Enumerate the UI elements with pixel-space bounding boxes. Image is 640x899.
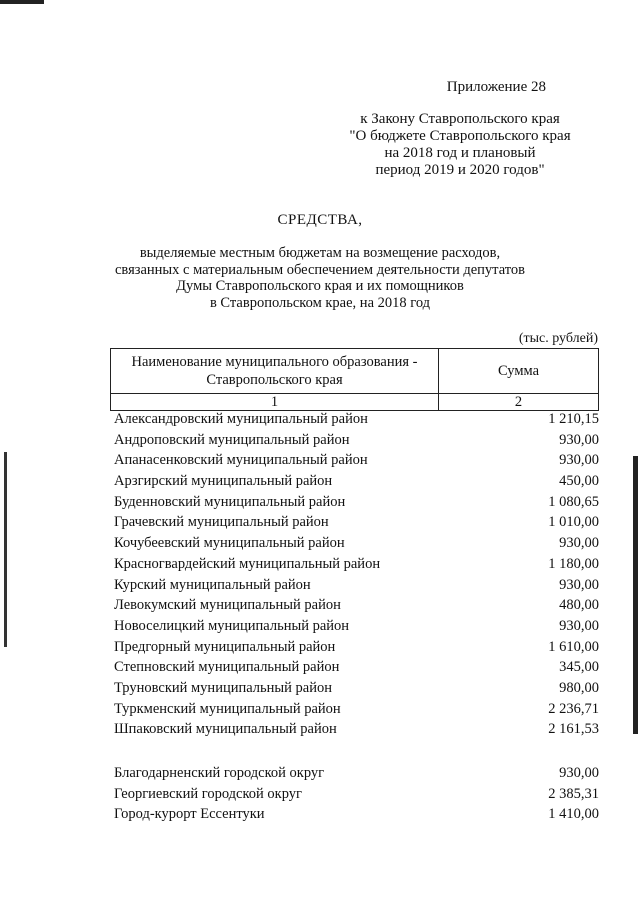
amount-value: 1 010,00 [548, 514, 599, 531]
law-line: период 2019 и 2020 годов" [375, 162, 545, 178]
amount-value: 930,00 [559, 535, 599, 552]
municipality-name: Арзгирский муниципальный район [114, 473, 333, 490]
municipality-name: Андроповский муниципальный район [114, 431, 350, 448]
table-body [114, 409, 599, 825]
column-number: 2 [439, 394, 599, 411]
document-subtitle [0, 245, 640, 311]
table-row [114, 533, 599, 554]
table-row [114, 554, 599, 575]
table-header [110, 348, 599, 411]
amount-value: 1 610,00 [548, 638, 599, 655]
amount-value: 1 210,15 [548, 411, 599, 427]
municipality-name: Александровский муниципальный район [114, 411, 368, 427]
municipality-name: Грачевский муниципальный район [114, 514, 329, 531]
municipality-name: Благодарненский городской округ [114, 765, 325, 781]
municipality-name: Новоселицкий муниципальный район [114, 617, 350, 634]
table-row [114, 804, 599, 825]
municipality-name: Туркменский муниципальный район [114, 700, 341, 717]
municipality-name: Апанасенковский муниципальный район [114, 452, 368, 469]
law-line: "О бюджете Ставропольского края [349, 128, 571, 144]
scan-edge-mark [0, 0, 44, 4]
amount-value: 480,00 [559, 597, 599, 614]
amount-value: 2 161,53 [548, 721, 599, 738]
appendix-label: Приложение 28 [446, 79, 546, 95]
column-header-amount: Сумма [439, 349, 599, 394]
table-row [114, 575, 599, 596]
units-label: (тыс. рублей) [518, 331, 598, 346]
municipality-name: Курский муниципальный район [114, 576, 311, 593]
municipality-name: Буденновский муниципальный район [114, 493, 346, 510]
table-row [114, 699, 599, 720]
subtitle-line: в Ставропольском крае, на 2018 год [209, 294, 431, 311]
law-reference [340, 111, 580, 179]
document-title: СРЕДСТВА, [277, 212, 363, 228]
amount-value: 930,00 [559, 431, 599, 448]
municipality-name: Степновский муниципальный район [114, 659, 340, 676]
table-row [114, 637, 599, 658]
amount-value: 1 080,65 [548, 493, 599, 510]
table-row [114, 616, 599, 637]
table-row [114, 409, 599, 430]
table-row [114, 450, 599, 471]
municipality-name: Труновский муниципальный район [114, 679, 332, 696]
amount-value: 930,00 [559, 576, 599, 593]
table-row [114, 657, 599, 678]
subtitle-line: выделяемые местным бюджетам на возмещение расходов, [139, 245, 501, 261]
table-row [114, 492, 599, 513]
amount-value: 450,00 [559, 473, 599, 490]
table-row [114, 719, 599, 740]
scan-edge-mark [4, 452, 7, 647]
amount-value: 2 385,31 [548, 785, 599, 802]
amount-value: 2 236,71 [548, 700, 599, 717]
municipality-name: Кочубеевский муниципальный район [114, 535, 345, 552]
amount-value: 980,00 [559, 679, 599, 696]
municipality-name: Георгиевский городской округ [114, 785, 302, 802]
table-row [114, 471, 599, 492]
table-row [114, 512, 599, 533]
scan-edge-mark [633, 456, 638, 734]
city-districts-list [114, 763, 599, 825]
subtitle-line: Думы Ставропольского края и их помощников [176, 278, 464, 294]
column-header-name: Наименование муниципального образования - Ставропольского края [111, 349, 439, 394]
municipality-name: Левокумский муниципальный район [114, 597, 341, 614]
table-row [114, 763, 599, 784]
municipality-name: Предгорный муниципальный район [114, 638, 336, 655]
municipality-name: Красногвардейский муниципальный район [114, 555, 381, 572]
law-line: на 2018 год и плановый [384, 145, 536, 161]
districts-list [114, 409, 599, 740]
table-row [114, 678, 599, 699]
subtitle-line: связанных с материальным обеспечением деятельности депутатов [114, 261, 525, 278]
table-row [114, 595, 599, 616]
amount-value: 1 180,00 [548, 555, 599, 572]
amount-value: 345,00 [559, 659, 599, 676]
table-row [114, 430, 599, 451]
amount-value: 930,00 [559, 617, 599, 634]
amount-value: 1 410,00 [548, 806, 599, 823]
section-gap [114, 740, 599, 763]
amount-value: 930,00 [559, 765, 599, 781]
law-line: к Закону Ставропольского края [360, 111, 560, 127]
municipality-name: Город-курорт Ессентуки [114, 806, 265, 823]
municipality-name: Шпаковский муниципальный район [114, 721, 337, 738]
table-row [114, 784, 599, 805]
column-number: 1 [111, 394, 439, 411]
amount-value: 930,00 [559, 452, 599, 469]
